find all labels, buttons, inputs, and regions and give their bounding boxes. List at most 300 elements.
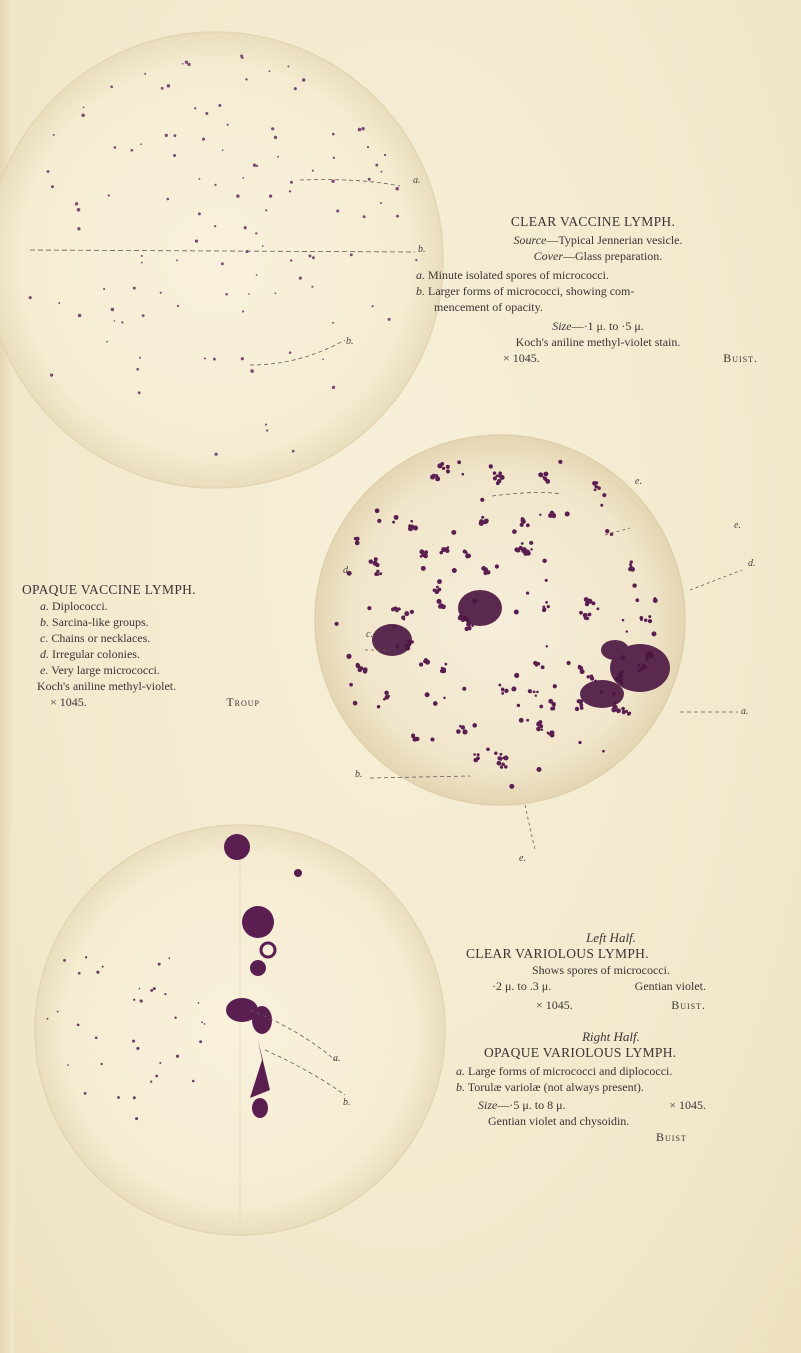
micrococcus-dot (277, 156, 279, 158)
micrococcus-dot (648, 619, 652, 623)
micrococcus-dot (419, 549, 424, 554)
micrococcus-dot (221, 262, 224, 265)
micrococcus-dot (514, 673, 519, 678)
micrococcus-dot (502, 763, 505, 766)
micrococcus-dot (565, 511, 570, 516)
micrococcus-dot (167, 198, 170, 201)
micrococcus-dot (499, 757, 503, 761)
caption-stain: Koch's aniline methyl-violet stain. (515, 335, 681, 349)
micrococcus-dot (245, 78, 247, 80)
micrococcus-dot (204, 1023, 206, 1025)
micrococcus-dot (479, 519, 483, 523)
micrococcus-dot (241, 357, 244, 360)
micrococcus-dot (136, 368, 139, 371)
micrococcus-dot (250, 369, 254, 373)
micrococcus-dot (420, 555, 423, 558)
micrococcus-dot (463, 550, 467, 554)
micrococcus-dot (511, 686, 516, 691)
variolous-field (35, 825, 445, 1235)
micrococcus-dot (218, 104, 221, 107)
micrococcus-dot (168, 957, 170, 959)
left-half-magnification: × 1045. (536, 998, 573, 1012)
micrococcus-dot (167, 84, 171, 88)
micrococcus-dot (481, 566, 486, 571)
micrococcus-dot (498, 684, 501, 687)
micrococcus-dot (269, 70, 271, 72)
caption-item: b. Sarcina-like groups. (40, 615, 149, 629)
micrococcus-dot (499, 472, 502, 475)
micrococcus-dot (176, 259, 178, 261)
micrococcus-dot (111, 308, 114, 311)
micrococcus-dot (504, 765, 507, 768)
micrococcus-dot (520, 523, 524, 527)
micrococcus-dot (377, 519, 381, 523)
micrococcus-dot (536, 722, 541, 727)
micrococcus-dot (553, 684, 557, 688)
micrococcus-dot (53, 134, 55, 136)
micrococcus-dot (100, 1063, 102, 1065)
clear-vaccine-field (0, 32, 443, 488)
micrococcus-dot (150, 989, 153, 992)
right-half-title: OPAQUE VARIOLOUS LYMPH. (484, 1045, 677, 1060)
micrococcus-dot (526, 719, 529, 722)
micrococcus-dot (141, 262, 143, 264)
micrococcus-dot (367, 606, 371, 610)
micrococcus-dot (472, 723, 477, 728)
micrococcus-dot (443, 697, 445, 699)
figure-tag-mid-d: d. (343, 565, 351, 576)
micrococcus-dot (396, 215, 399, 218)
caption-item: e. Very large micrococci. (40, 663, 160, 677)
micrococcus-dot (394, 515, 399, 520)
micrococcus-dot (133, 1096, 136, 1099)
micrococcus-dot (465, 627, 469, 631)
micrococcus-dot (47, 1018, 49, 1020)
micrococcus-dot (67, 1064, 69, 1066)
micrococcus-dot (423, 554, 428, 559)
micrococcus-dot (451, 530, 456, 535)
micrococcus-dot (446, 465, 450, 469)
micrococcus-dot (600, 504, 603, 507)
micrococcus-dot (544, 608, 547, 611)
micrococcus-dot (194, 107, 196, 109)
micrococcus-dot (379, 572, 382, 575)
figure-tag-top-b: b. (418, 244, 426, 255)
micrococcus-dot (497, 761, 502, 766)
micrococcus-dot (521, 542, 524, 545)
micrococcus-dot (640, 618, 643, 621)
micrococcus-dot (275, 292, 277, 294)
micrococcus-dot (509, 784, 514, 789)
micrococcus-dot (311, 286, 313, 288)
figure-tag-bot-b: b. (343, 1097, 351, 1108)
micrococcus-dot (133, 999, 135, 1001)
caption-source: Source—Typical Jennerian vesicle. (513, 233, 683, 247)
micrococcus-dot (274, 136, 277, 139)
caption-author: Buist. (723, 351, 758, 365)
micrococcus-dot (630, 567, 635, 572)
left-half-footer (466, 997, 756, 1013)
caption-cover: Cover—Glass preparation. (533, 249, 663, 263)
micrococcus-dot (77, 1024, 80, 1027)
opaque-vaccine-caption (22, 582, 342, 710)
micrococcus-dot (299, 277, 302, 280)
micrococcus-dot (411, 526, 414, 529)
micrococcus-dot (430, 475, 435, 480)
micrococcus-dot (358, 668, 363, 673)
micrococcus-dot (287, 65, 289, 67)
micrococcus-dot (192, 1080, 195, 1083)
right-half-stain: Gentian violet and chysoidin. (488, 1114, 630, 1128)
micrococcus-dot (526, 592, 529, 595)
micrococcus-dot (395, 187, 399, 191)
micrococcus-dot (309, 255, 312, 258)
micrococcus-dot (176, 1055, 179, 1058)
micrococcus-dot (177, 305, 179, 307)
micrococcus-dot (266, 429, 268, 431)
micrococcus-dot (141, 255, 143, 257)
micrococcus-dot (536, 691, 539, 694)
right-half-size: Size—·5 μ. to 8 μ. (478, 1098, 566, 1112)
micrococcus-dot (75, 202, 78, 205)
micrococcus-dot (114, 320, 116, 322)
micrococcus-dot (596, 607, 599, 610)
micrococcus-dot (392, 521, 395, 524)
micrococcus-dot (567, 661, 571, 665)
micrococcus-dot (648, 615, 651, 618)
micrococcus-dot (248, 293, 250, 295)
micrococcus-dot (433, 588, 436, 591)
micrococcus-dot (312, 170, 314, 172)
caption-list (40, 598, 342, 678)
micrococcus-dot (446, 469, 450, 473)
figure-tag-mid-e-bottom: e. (519, 853, 526, 864)
micrococcus-dot (289, 351, 292, 354)
micrococcus-dot (504, 689, 508, 693)
clear-vaccine-caption (416, 214, 768, 366)
micrococcus-dot (182, 63, 184, 65)
micrococcus-dot (536, 727, 541, 732)
micrococcus-dot (292, 450, 295, 453)
micrococcus-dot (213, 358, 216, 361)
micrococcus-dot (579, 611, 583, 615)
caption-magnification: × 1045. (503, 351, 540, 365)
micrococcus-dot (539, 514, 541, 516)
micrococcus-dot (95, 1037, 98, 1040)
left-half-author: Buist. (671, 998, 706, 1012)
micrococcus-dot (597, 486, 601, 490)
micrococcus-dot (489, 464, 493, 468)
micrococcus-dot (415, 259, 417, 261)
micrococcus-dot (114, 146, 117, 149)
micrococcus-dot (644, 619, 648, 623)
micrococcus-dot (496, 481, 500, 485)
right-half-size-row (466, 1097, 756, 1113)
micrococcus-dot (404, 611, 409, 616)
micrococcus-dot (361, 127, 364, 130)
micrococcus-dot (165, 134, 168, 137)
micrococcus-dot (384, 691, 389, 696)
micrococcus-dot (164, 993, 166, 995)
right-half-heading: Right Half. (582, 1029, 640, 1044)
micrococcus-dot (437, 599, 442, 604)
figure-tag-top-a: a. (413, 175, 421, 186)
micrococcus-dot (205, 112, 208, 115)
micrococcus-dot (445, 549, 449, 553)
micrococcus-dot (514, 609, 519, 614)
micrococcus-dot (294, 87, 297, 90)
micrococcus-dot (602, 493, 606, 497)
right-half-item-b: b. Torulæ variolæ (not always present). (456, 1080, 644, 1094)
micrococcus-dot (587, 675, 591, 679)
micrococcus-dot (358, 128, 362, 132)
micrococcus-dot (504, 756, 509, 761)
micrococcus-dot (374, 572, 378, 576)
micrococcus-dot (528, 689, 532, 693)
micrococcus-dot (262, 245, 264, 247)
micrococcus-dot (529, 541, 533, 545)
micrococcus-dot (548, 699, 553, 704)
variolous-caption (456, 930, 756, 1145)
micrococcus-dot (501, 689, 504, 692)
micrococcus-dot (436, 586, 439, 589)
micrococcus-dot (547, 605, 550, 608)
caption-title: CLEAR VACCINE LYMPH. (510, 214, 676, 229)
micrococcus-dot (543, 477, 547, 481)
micrococcus-dot (402, 616, 404, 618)
micrococcus-dot (541, 665, 545, 669)
figure-tag-mid-d-right: d. (748, 558, 756, 569)
micrococcus-dot (588, 613, 592, 617)
micrococcus-dot (198, 212, 201, 215)
micrococcus-dot (161, 87, 164, 90)
micrococcus-dot (29, 296, 32, 299)
micrococcus-dot (108, 194, 110, 196)
caption-stain: Koch's aniline methyl-violet. (37, 679, 177, 693)
micrococcus-dot (50, 374, 53, 377)
micrococcus-dot (521, 517, 525, 521)
micrococcus-dot (139, 988, 141, 990)
micrococcus-dot (541, 729, 543, 731)
micrococcus-dot (553, 704, 556, 707)
micrococcus-dot (160, 292, 162, 294)
micrococcus-dot (222, 149, 224, 151)
micrococcus-dot (440, 462, 444, 466)
micrococcus-dot (584, 616, 588, 620)
micrococcus-dot (256, 274, 258, 276)
micrococcus-dot (368, 178, 371, 181)
micrococcus-dot (519, 718, 524, 723)
micrococcus-dot (595, 481, 598, 484)
micrococcus-dot (173, 134, 176, 137)
micrococcus-dot (425, 692, 430, 697)
micrococcus-dot (139, 357, 141, 359)
micrococcus-dot (558, 460, 562, 464)
micrococcus-dot (103, 288, 105, 290)
micrococcus-dot (374, 557, 378, 561)
micrococcus-dot (652, 631, 657, 636)
micrococcus-dot (424, 550, 428, 554)
micrococcus-dot (47, 170, 50, 173)
micrococcus-dot (585, 602, 589, 606)
micrococcus-dot (539, 705, 543, 709)
micrococcus-dot (199, 1040, 202, 1043)
micrococcus-dot (419, 662, 423, 666)
micrococcus-dot (140, 999, 143, 1002)
micrococcus-dot (580, 669, 585, 674)
micrococcus-dot (628, 712, 631, 715)
micrococcus-dot (501, 692, 504, 695)
micrococcus-dot (135, 1117, 138, 1120)
micrococcus-dot (410, 520, 413, 523)
micrococcus-dot (441, 604, 446, 609)
micrococcus-dot (173, 154, 176, 157)
micrococcus-dot (483, 571, 487, 575)
micrococcus-dot (591, 601, 595, 605)
micrococcus-dot (159, 1062, 161, 1064)
micrococcus-dot (271, 127, 274, 130)
micrococcus-dot (198, 1002, 200, 1004)
caption-item-b: b. Larger forms of micrococci, showing com- (416, 284, 635, 298)
micrococcus-dot (424, 658, 428, 662)
micrococcus-dot (632, 583, 636, 587)
micrococcus-dot (622, 619, 625, 622)
micrococcus-dot (462, 729, 467, 734)
micrococcus-dot (58, 302, 60, 304)
right-half-magnification: × 1045. (669, 1098, 706, 1112)
micrococcus-dot (332, 386, 335, 389)
micrococcus-dot (198, 178, 200, 180)
micrococcus-dot (96, 971, 99, 974)
caption-magnification: × 1045. (50, 695, 87, 709)
micrococcus-dot (481, 516, 484, 519)
micrococcus-dot (590, 676, 594, 680)
micrococcus-dot (442, 467, 445, 470)
micrococcus-dot (621, 707, 625, 711)
micrococcus-dot (605, 529, 609, 533)
figure-tag-bot-a: a. (333, 1053, 341, 1064)
micrococcus-dot (236, 194, 239, 197)
micrococcus-dot (84, 1092, 87, 1095)
micrococcus-dot (550, 707, 554, 711)
micrococcus-dot (363, 669, 367, 673)
micrococcus-dot (546, 645, 548, 647)
micrococcus-dot (535, 694, 537, 696)
micrococcus-dot (435, 476, 440, 481)
micrococcus-dot (240, 54, 243, 57)
micrococcus-dot (153, 987, 156, 990)
micrococcus-dot (408, 524, 412, 528)
micrococcus-dot (195, 239, 198, 242)
micrococcus-dot (542, 559, 546, 563)
micrococcus-dot (57, 1011, 59, 1013)
micrococcus-dot (545, 579, 548, 582)
micrococcus-dot (500, 475, 505, 480)
micrococcus-dot (150, 1080, 152, 1082)
micrococcus-dot (410, 610, 414, 614)
figure-tag-top-b-lower: b. (346, 336, 354, 347)
micrococcus-dot (353, 701, 358, 706)
micrococcus-dot (480, 498, 484, 502)
micrococcus-dot (512, 529, 517, 534)
micrococcus-dot (202, 138, 205, 141)
micrococcus-dot (495, 564, 499, 568)
micrococcus-dot (332, 322, 334, 324)
micrococcus-dot (602, 750, 605, 753)
micrococcus-dot (377, 705, 380, 708)
micrococcus-dot (456, 729, 461, 734)
micrococcus-dot (580, 706, 584, 710)
micrococcus-dot (439, 551, 443, 555)
micrococcus-dot (201, 1021, 203, 1023)
micrococcus-dot (536, 767, 541, 772)
micrococcus-dot (204, 357, 206, 359)
micrococcus-dot (538, 472, 543, 477)
micrococcus-dot (81, 113, 84, 116)
micrococcus-dot (269, 194, 272, 197)
micrococcus-dot (622, 710, 626, 714)
left-half-size: ·2 μ. to .3 μ. (492, 979, 552, 993)
micrococcus-dot (445, 663, 448, 666)
micrococcus-dot (265, 424, 267, 426)
micrococcus-dot (349, 683, 353, 687)
figure-tag-mid-e: e. (635, 476, 642, 487)
micrococcus-dot (289, 190, 291, 192)
micrococcus-dot (616, 708, 621, 713)
micrococcus-dot (375, 508, 380, 513)
micrococcus-dot (331, 180, 334, 183)
micrococcus-dot (83, 106, 85, 108)
micrococcus-dot (548, 513, 553, 518)
micrococcus-dot (462, 687, 466, 691)
micrococcus-dot (523, 552, 527, 556)
caption-author: Troup (226, 695, 260, 709)
micrococcus-dot (242, 177, 244, 179)
micrococcus-dot (437, 579, 442, 584)
micrococcus-dot (452, 568, 457, 573)
micrococcus-dot (77, 208, 81, 212)
figure-tag-mid-e-right: e. (734, 520, 741, 531)
micrococcus-dot (494, 752, 497, 755)
micrococcus-dot (121, 321, 123, 323)
micrococcus-dot (517, 704, 520, 707)
micrococcus-dot (255, 232, 257, 234)
micrococcus-dot (372, 305, 374, 307)
caption-title: OPAQUE VACCINE LYMPH. (22, 582, 196, 597)
micrococcus-dot (355, 538, 358, 541)
micrococcus-dot (433, 701, 438, 706)
micrococcus-dot (142, 314, 145, 317)
micrococcus-dot (545, 601, 548, 604)
micrococcus-dot (473, 753, 476, 756)
micrococcus-dot (174, 1017, 176, 1019)
micrococcus-dot (473, 758, 478, 763)
micrococcus-dot (242, 310, 244, 312)
micrococcus-dot (140, 143, 142, 145)
micrococcus-dot (333, 157, 335, 159)
micrococcus-dot (78, 972, 81, 975)
micrococcus-dot (457, 460, 461, 464)
micrococcus-dot (413, 737, 417, 741)
left-half-title: CLEAR VARIOLOUS LYMPH. (466, 946, 649, 961)
micrococcus-dot (144, 73, 146, 75)
micrococcus-dot (594, 488, 597, 491)
caption-item: a. Diplococci. (40, 599, 108, 613)
micrococcus-dot (290, 181, 293, 184)
micrococcus-dot (336, 209, 339, 212)
caption-item: d. Irregular colonies. (40, 647, 140, 661)
micrococcus-dot (102, 966, 104, 968)
